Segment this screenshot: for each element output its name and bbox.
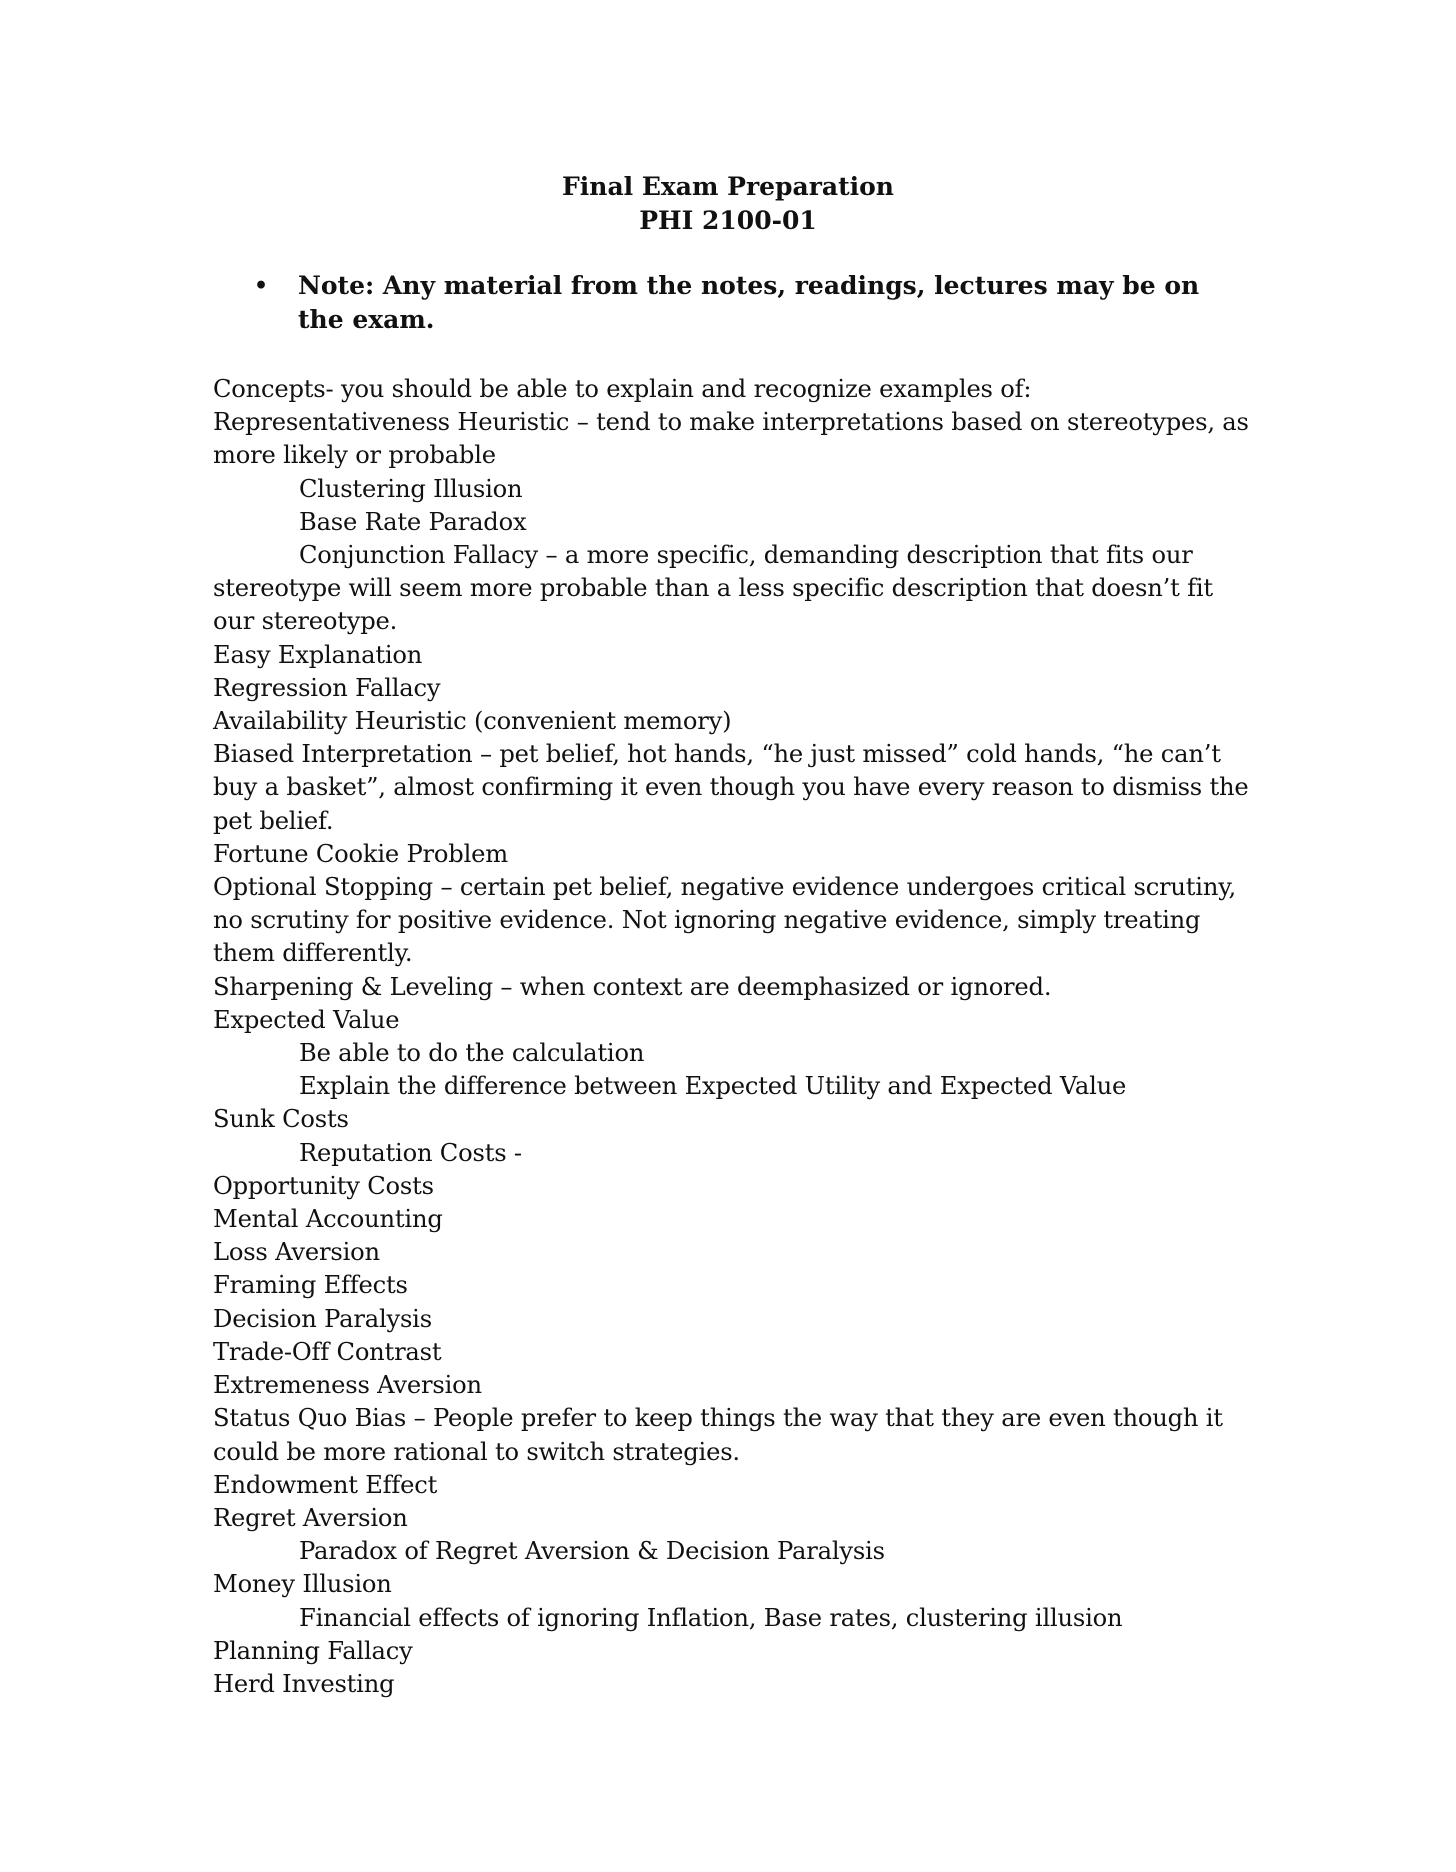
concept-line: Explain the difference between Expected Utility and Expected Value	[299, 1072, 1127, 1101]
concept-line: Money Illusion	[213, 1570, 392, 1599]
concept-line: Expected Value	[213, 1005, 400, 1034]
concept-line: Mental Accounting	[213, 1205, 443, 1234]
concept-line: Be able to do the calculation	[299, 1039, 645, 1068]
bullet-icon: •	[254, 273, 269, 299]
concept-line: Optional Stopping – certain pet belief, negative evidence undergoes critical scrutiny, no scrutiny for positive evidence. Not ignoring negative evidence, simply treating them differently.	[213, 873, 1236, 968]
concept-line: Paradox of Regret Aversion & Decision Paralysis	[299, 1537, 885, 1566]
concept-line: Biased Interpretation – pet belief, hot hands, “he just missed” cold hands, “he can’t buy a basket”, almost confirming it even though you have every reason to dismiss the pet belief.	[213, 740, 1249, 835]
concept-line: Easy Explanation	[213, 640, 423, 669]
concept-line: Status Quo Bias – People prefer to keep things the way that they are even though it could be more rational to switch strategies.	[213, 1404, 1223, 1466]
concepts-list	[213, 373, 1258, 1701]
concept-line: Availability Heuristic (convenient memory)	[213, 707, 732, 736]
concept-line: Base Rate Paradox	[299, 507, 527, 536]
course-code: PHI 2100-01	[639, 206, 817, 235]
concept-line: Opportunity Costs	[213, 1171, 434, 1200]
concept-line: Conjunction Fallacy – a more specific, demanding description that fits our stereotype will seem more probable than a less specific description that doesn’t fit our stereotype.	[213, 541, 1213, 636]
concept-line: Representativeness Heuristic – tend to make interpretations based on stereotypes, as more likely or probable	[213, 408, 1249, 470]
page-title: Final Exam Preparation	[562, 172, 894, 201]
concept-line: Sharpening & Leveling – when context are deemphasized or ignored.	[213, 972, 1052, 1001]
concept-line: Fortune Cookie Problem	[213, 839, 508, 868]
concept-line: Loss Aversion	[213, 1238, 380, 1267]
concept-line: Extremeness Aversion	[213, 1371, 482, 1400]
concept-line: Framing Effects	[213, 1271, 408, 1300]
concept-line: Regression Fallacy	[213, 673, 441, 702]
concept-line: Regret Aversion	[213, 1503, 408, 1532]
exam-note	[254, 269, 1214, 337]
note-text: Note: Any material from the notes, readings, lectures may be on the exam.	[298, 271, 1200, 334]
concept-line: Trade-Off Contrast	[213, 1337, 442, 1366]
concept-line: Reputation Costs -	[299, 1138, 522, 1167]
concept-line: Financial effects of ignoring Inflation, Base rates, clustering illusion	[299, 1603, 1123, 1632]
concept-line: Decision Paralysis	[213, 1304, 432, 1333]
concept-line: Clustering Illusion	[299, 474, 523, 503]
concept-line: Sunk Costs	[213, 1105, 349, 1134]
concept-line: Endowment Effect	[213, 1470, 438, 1499]
concept-line: Herd Investing	[213, 1669, 395, 1698]
concept-line: Concepts- you should be able to explain and recognize examples of:	[213, 375, 1032, 403]
concept-line: Planning Fallacy	[213, 1636, 413, 1665]
